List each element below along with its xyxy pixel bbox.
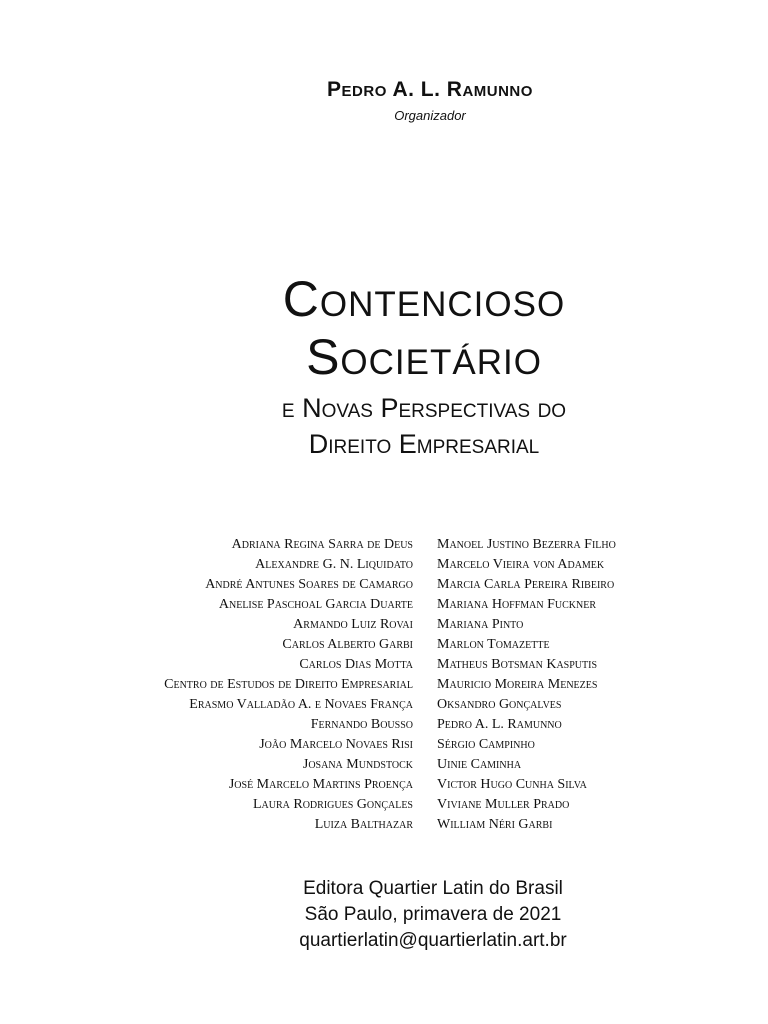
author-name: Victor Hugo Cunha Silva	[437, 777, 587, 792]
publisher-block	[0, 876, 768, 954]
author-name: Carlos Dias Motta	[299, 657, 413, 672]
author-name: Marcelo Vieira von Adamek	[437, 557, 605, 572]
publisher-email: quartierlatin@quartierlatin.art.br	[299, 930, 567, 951]
author-name: Armando Luiz Rovai	[293, 617, 413, 632]
author-name: Alexandre G. N. Liquidato	[255, 557, 413, 572]
author-name: José Marcelo Martins Proença	[228, 777, 413, 792]
author-name: Viviane Muller Prado	[437, 797, 570, 812]
author-name: Centro de Estudos de Direito Empresarial	[164, 677, 413, 692]
author-name: Mauricio Moreira Menezes	[437, 677, 598, 692]
author-name: Adriana Regina Sarra de Deus	[231, 537, 413, 552]
author-name: João Marcelo Novaes Risi	[259, 737, 413, 752]
organizer-role: Organizador	[394, 108, 466, 123]
authors-column-right	[437, 535, 757, 835]
publication-place-date: São Paulo, primavera de 2021	[304, 904, 562, 925]
author-name: Oksandro Gonçalves	[437, 697, 562, 712]
book-subtitle-line-1: e Novas Perspectivas do	[281, 393, 567, 423]
author-name: Marcia Carla Pereira Ribeiro	[437, 577, 615, 592]
author-name: Manoel Justino Bezerra Filho	[437, 537, 616, 552]
book-title-line-2: Societário	[306, 329, 542, 385]
author-name: Luiza Balthazar	[314, 817, 413, 832]
authors-column-left	[53, 535, 413, 835]
author-name: André Antunes Soares de Camargo	[205, 577, 413, 592]
author-name: Erasmo Valladão A. e Novaes França	[189, 697, 413, 712]
author-name: Marlon Tomazette	[437, 637, 550, 652]
organizer-block	[0, 78, 768, 123]
author-name: Fernando Bousso	[310, 717, 413, 732]
author-name: Laura Rodrigues Gonçales	[252, 797, 413, 812]
author-name: Anelise Paschoal Garcia Duarte	[218, 597, 413, 612]
author-name: Mariana Hoffman Fuckner	[437, 597, 597, 612]
author-name: Mariana Pinto	[437, 617, 524, 632]
author-name: Sérgio Campinho	[437, 737, 535, 752]
author-name: William Néri Garbi	[437, 817, 553, 832]
organizer-name: Pedro A. L. Ramunno	[327, 78, 533, 101]
book-title-block	[0, 270, 768, 462]
author-name: Uinie Caminha	[437, 757, 522, 772]
author-name: Pedro A. L. Ramunno	[437, 717, 562, 732]
author-name: Carlos Alberto Garbi	[282, 637, 413, 652]
publisher-name: Editora Quartier Latin do Brasil	[303, 878, 563, 899]
book-subtitle-line-2: Direito Empresarial	[308, 429, 540, 459]
author-name: Josana Mundstock	[302, 757, 413, 772]
author-name: Matheus Botsman Kasputis	[437, 657, 598, 672]
book-title-line-1: Contencioso	[282, 271, 566, 327]
